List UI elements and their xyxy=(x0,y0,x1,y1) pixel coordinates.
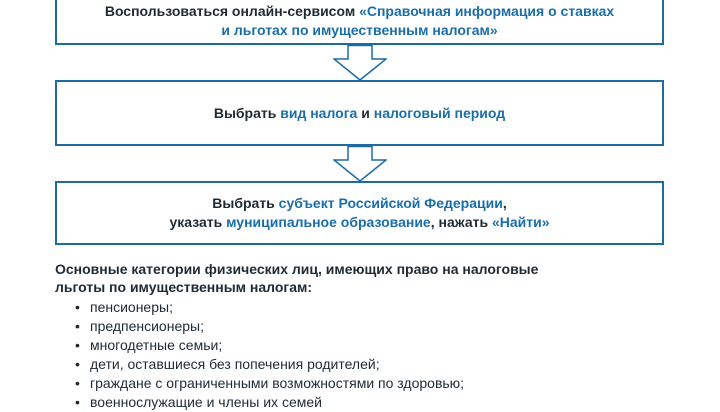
step-1-box xyxy=(55,0,664,45)
step-3-line-1 xyxy=(212,194,506,213)
service-name-part-2: и льготах по имущественным налогам» xyxy=(221,22,498,38)
list-item: • пенсионеры; xyxy=(75,298,695,317)
municipality-highlight: муниципальное образование xyxy=(226,214,431,230)
step-3-line-2 xyxy=(169,213,549,232)
tax-period-highlight: налоговый период xyxy=(373,104,506,121)
step-3-text-3: указать xyxy=(169,214,223,230)
list-item: • дети, оставшиеся без попечения родителей; xyxy=(75,355,695,374)
list-item: • предпенсионеры; xyxy=(75,317,695,336)
service-name-part-1: «Справочная информация о ставках xyxy=(359,3,615,19)
beneficiaries-title xyxy=(55,260,695,296)
step-3-text-1: Выбрать xyxy=(212,195,275,211)
down-arrow-icon xyxy=(333,45,387,81)
beneficiaries-list xyxy=(55,298,695,412)
step-2-text-2: и xyxy=(361,104,370,121)
list-item: • военнослужащие и члены их семей xyxy=(75,393,695,412)
step-2-line xyxy=(214,104,505,123)
tax-type-highlight: вид налога xyxy=(280,104,358,121)
beneficiaries-title-line-2: льготы по имущественным налогам: xyxy=(55,279,313,295)
step-1-service-text: Воспользоваться онлайн-сервисом xyxy=(104,3,356,19)
down-arrow-icon xyxy=(333,146,387,182)
step-2-box xyxy=(55,80,664,146)
list-item: • граждане с ограниченными возможностями по здоровью; xyxy=(75,374,695,393)
step-3-box xyxy=(55,181,664,245)
step-1-line-2 xyxy=(105,2,614,21)
region-highlight: субъект Российской Федерации xyxy=(278,195,503,211)
beneficiaries-section xyxy=(55,260,695,412)
find-highlight: «Найти» xyxy=(491,214,550,230)
beneficiaries-title-line-1: Основные категории физических лиц, имеющих право на налоговые xyxy=(55,261,539,277)
step-3-text-4: , нажать xyxy=(430,214,489,230)
step-3-comma: , xyxy=(502,195,507,211)
step-2-text-1: Выбрать xyxy=(213,104,277,121)
list-item: • многодетные семьи; xyxy=(75,336,695,355)
